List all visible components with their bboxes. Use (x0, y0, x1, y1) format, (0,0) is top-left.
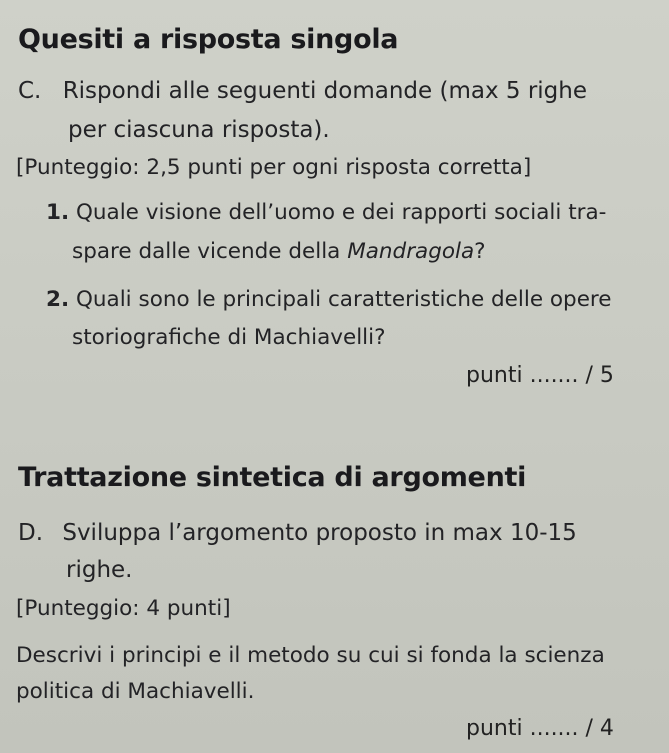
question-2-line1 (46, 287, 612, 312)
scoring-d: [Punteggio: 4 punti] (16, 596, 231, 621)
points-section-d: punti ....... / 4 (466, 716, 614, 741)
instruction-d-line2: righe. (66, 557, 133, 583)
instruction-c-line1 (18, 78, 587, 104)
question-1-number: 1. (46, 200, 70, 225)
scoring-c: [Punteggio: 2,5 punti per ogni risposta corretta] (16, 155, 532, 180)
instruction-c-letter: C. (18, 78, 42, 104)
question-1-line2-text: spare dalle vicende della (72, 239, 348, 264)
prompt-d-line2: politica di Machiavelli. (16, 679, 255, 704)
question-1-line2 (72, 239, 486, 264)
instruction-c-line2: per ciascuna risposta). (68, 117, 330, 143)
instruction-d-line1 (18, 520, 577, 546)
question-2-text: Quali sono le principali caratteristiche delle opere (75, 287, 612, 312)
question-1-italic-title: Mandragola (347, 239, 475, 264)
instruction-c-text: Rispondi alle seguenti domande (max 5 righe (62, 78, 588, 104)
instruction-d-text: Sviluppa l’argomento proposto in max 10-15 (62, 520, 577, 546)
question-1-line2-suffix: ? (474, 239, 486, 264)
question-2-line2: storiografiche di Machiavelli? (72, 325, 386, 350)
instruction-d-letter: D. (18, 520, 44, 546)
question-1-line1 (46, 200, 606, 225)
section-title-synthesis: Trattazione sintetica di argomenti (18, 462, 527, 493)
points-section-c: punti ....... / 5 (466, 363, 614, 388)
prompt-d-line1: Descrivi i principi e il metodo su cui si fonda la scienza (16, 643, 605, 668)
section-title-single-answer: Quesiti a risposta singola (18, 24, 399, 55)
question-2-number: 2. (46, 287, 70, 312)
question-1-text: Quale visione dell’uomo e dei rapporti sociali tra- (75, 200, 607, 225)
